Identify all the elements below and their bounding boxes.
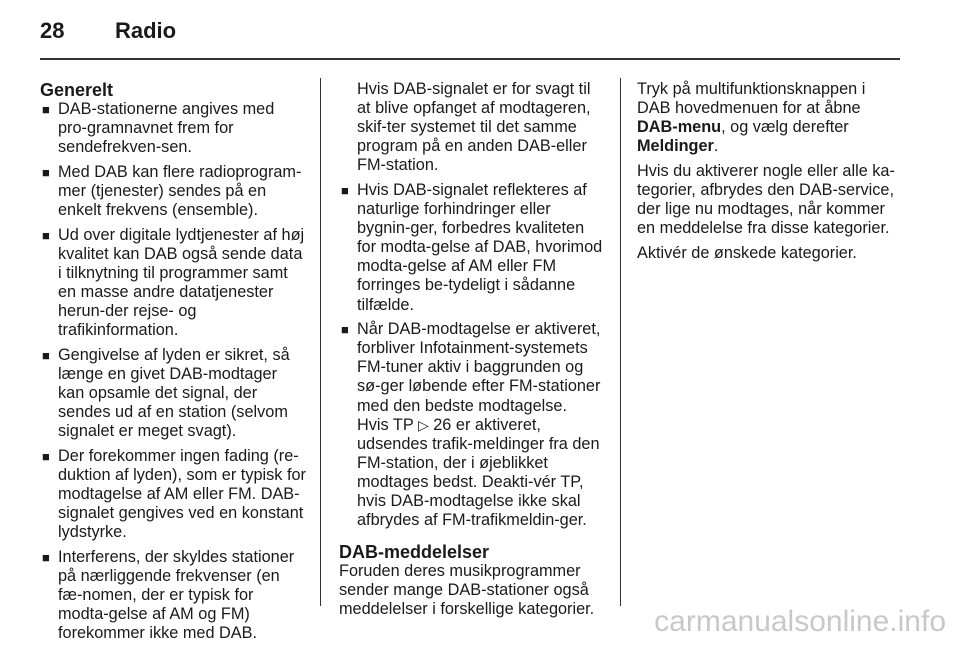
page-reference-arrow-icon[interactable]: ▷ — [417, 416, 429, 433]
continued-text: Hvis DAB-signalet er for svagt til at blive opfanget af modtageren, skif-ter systemet til det samme program på en anden DAB-eller FM-station. — [357, 80, 591, 175]
page-number: 28 — [40, 18, 65, 43]
bullet-list-generelt — [40, 100, 306, 643]
list-item: ■ Når DAB-modtagelse er aktiveret, forbliver Infotainment-systemets FM-tuner aktiv i baggrunden og sø-ger løbende efter FM-stationer med den bedste modtagelse. Hvis TP ▷ 26 er aktiveret, udsendes trafik-meldinger fra den FM-station, der i øjeblikket modtages bedst. Deakti-vér TP, hvis DAB-modtagelse ikke skal afbrydes af FM-trafikmeldin-ger. — [341, 320, 601, 530]
list-item: ■ DAB-stationerne angives med pro-gramnavnet frem for sendefrekven-sen. — [42, 100, 275, 157]
column-divider — [620, 78, 621, 606]
paragraph: Aktivér de ønskede kategorier. — [637, 243, 857, 262]
list-item: ■ Der forekommer ingen fading (re-duktion af lyden), som er typisk for modtagelse af AM eller FM. DAB-signalet gengives ved en konstant lydstyrke. — [42, 446, 306, 541]
paragraph: Foruden deres musikprogrammer sender mange DAB-stationer også meddelelser i forskellige kategorier. — [339, 562, 595, 619]
menu-name-dab-menu: DAB-menu — [637, 118, 722, 137]
column-1 — [40, 80, 306, 649]
column-3 — [637, 80, 902, 268]
bullet-icon: ■ — [42, 164, 50, 180]
bullet-icon: ■ — [42, 102, 50, 117]
list-item: ■ Med DAB kan flere radioprogram-mer (tjenester) sendes på en enkelt frekvens (ensemble). — [42, 162, 302, 219]
bullet-list-reception — [339, 181, 603, 530]
page-header — [0, 0, 960, 62]
bullet-icon: ■ — [42, 227, 50, 243]
section-title: Radio — [115, 18, 177, 43]
column-2 — [339, 80, 603, 625]
menu-item-meldinger: Meldinger — [637, 137, 714, 156]
bullet-icon: ■ — [341, 322, 349, 338]
bullet-icon: ■ — [42, 448, 50, 464]
header-rule — [40, 58, 900, 60]
list-item: ■ Interferens, der skyldes stationer på nærliggende frekvenser (en fæ-nomen, der er typisk for modta-gelse af AM og FM) forekommer ikke med DAB. — [42, 547, 295, 642]
heading-dab-meddelelser: DAB-meddelelser — [339, 542, 490, 563]
bullet-icon: ■ — [42, 549, 50, 565]
bullet-icon: ■ — [341, 182, 349, 198]
bullet-icon: ■ — [42, 347, 50, 363]
watermark: carmanualsonline.info — [654, 605, 946, 638]
list-item: ■ Ud over digitale lydtjenester af høj kvalitet kan DAB også sende data i tilknytning til programmer samt en masse andre datatjenester herun-der rejse- og trafikinformation. — [42, 225, 305, 340]
list-item: ■ Gengivelse af lyden er sikret, så længe en givet DAB-modtager kan opsamle det signal, der sendes ud af en station (selvom signalet er meget svagt). — [42, 345, 290, 440]
list-item: ■ Hvis DAB-signalet reflekteres af naturlige forhindringer eller bygnin-ger, forbedres kvaliteten for modta-gelse af DAB, hvorimod modta-gelse af AM eller FM forringes be-tydeligt i sådanne tilfælde. — [341, 180, 603, 314]
paragraph: Hvis du aktiverer nogle eller alle ka-tegorier, afbrydes den DAB-service, der lige nu modtages, når kommer en meddelelse fra disse kategorier. — [637, 161, 895, 238]
paragraph: Tryk på multifunktionsknappen i DAB hovedmenuen for at åbne DAB-menu, og vælg derefter Meldinger. — [637, 80, 866, 156]
heading-generelt: Generelt — [40, 80, 114, 100]
column-divider — [320, 78, 321, 606]
